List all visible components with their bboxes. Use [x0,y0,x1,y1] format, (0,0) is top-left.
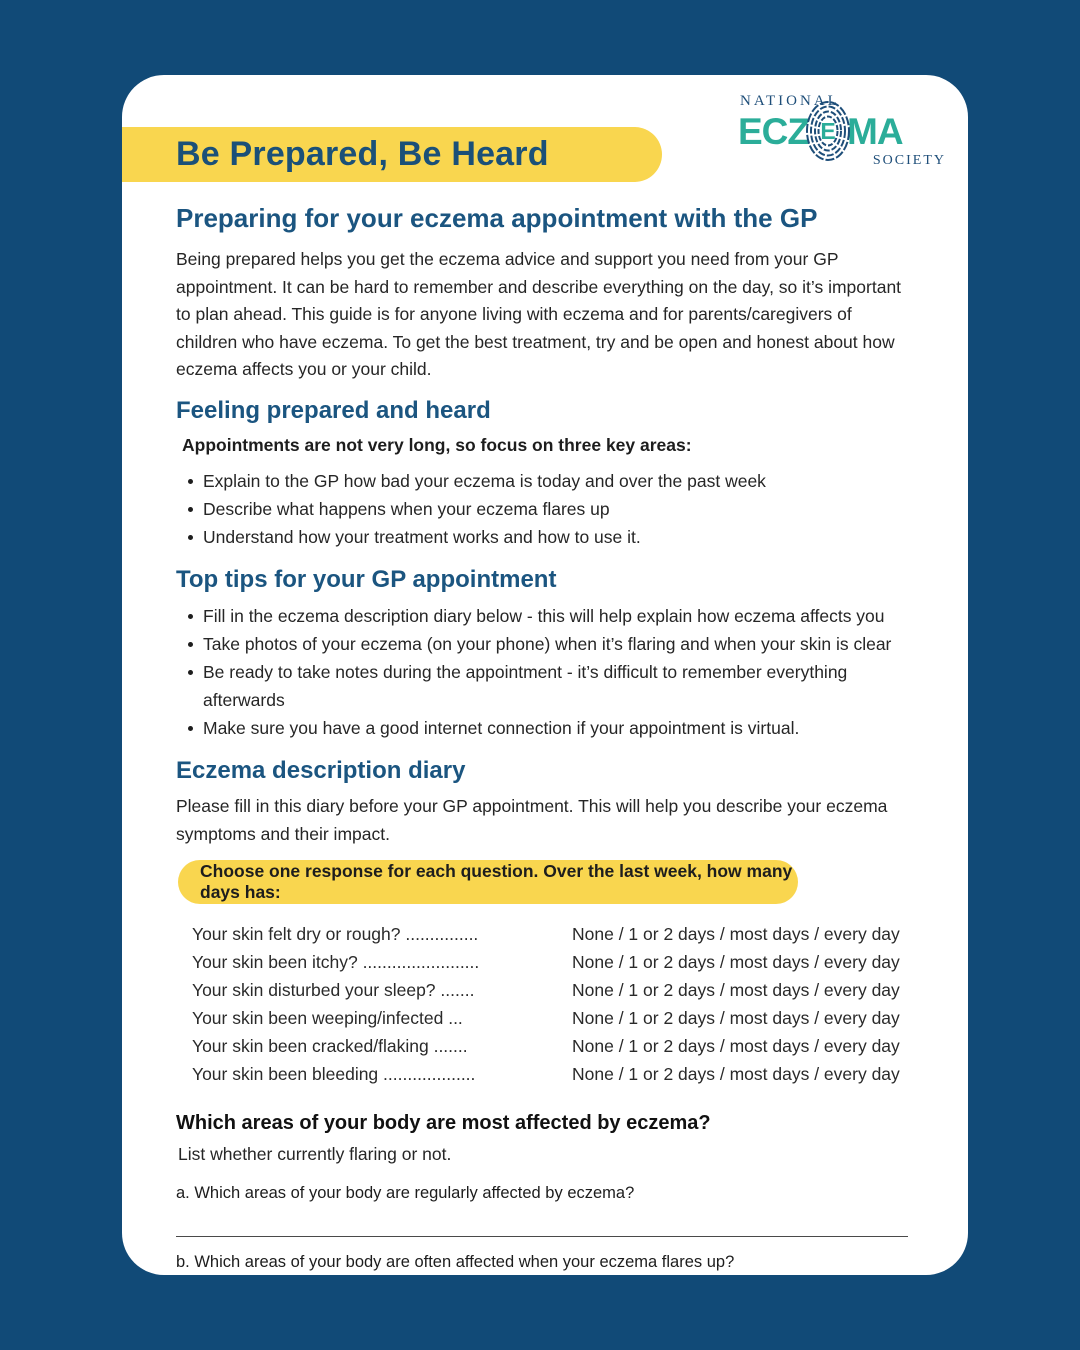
diary-row [192,976,908,1004]
logo-text-ma: MA [847,110,903,152]
diary-question: Your skin been bleeding ................... [192,1064,476,1085]
intro-paragraph: Being prepared helps you get the eczema advice and support you need from your GP appointment. It can be hard to remember and describe everything on the day, so it’s important to plan ahead. This guide is for anyone living with eczema and for parents/caregivers of children who have eczema. To get the best treatment, try and be open and honest about how eczema affects you or your child. [176,249,902,380]
section-heading-diary: Eczema description diary [176,756,466,784]
title-banner [122,127,662,182]
diary-responses: None / 1 or 2 days / most days / every day [572,924,900,945]
diary-responses: None / 1 or 2 days / most days / every day [572,952,900,973]
logo-letter-e: E [820,117,836,144]
areas-heading: Which areas of your body are most affected by eczema? [176,1112,711,1135]
diary-row [192,948,908,976]
document-content [176,203,908,1273]
diary-responses: None / 1 or 2 days / most days / every day [572,1036,900,1057]
diary-question: Your skin been itchy? ........................ [192,952,480,973]
bullet-item: Describe what happens when your eczema flares up [176,495,908,523]
areas-question-a: a. Which areas of your body are regularly affected by eczema? [176,1184,635,1203]
diary-responses: None / 1 or 2 days / most days / every day [572,980,900,1001]
diary-row [192,1032,908,1060]
logo-text-national: NATIONAL [740,93,840,109]
bullet-item: Be ready to take notes during the appointment - it’s difficult to remember everything afterwards [176,658,908,714]
top-tips-bullet-list [176,602,908,742]
diary-row [192,1004,908,1032]
diary-table [176,920,908,1088]
bullet-item: Fill in the eczema description diary below - this will help explain how eczema affects you [176,602,908,630]
feeling-lead: Appointments are not very long, so focus on three key areas: [182,434,692,455]
nes-logo [738,93,946,169]
diary-instruction-banner [178,860,798,904]
answer-line [176,1236,908,1237]
bullet-item: Understand how your treatment works and how to use it. [176,523,908,551]
section-heading-top-tips: Top tips for your GP appointment [176,565,557,593]
diary-responses: None / 1 or 2 days / most days / every day [572,1008,900,1029]
bullet-item: Explain to the GP how bad your eczema is today and over the past week [176,467,908,495]
diary-row [192,920,908,948]
diary-question: Your skin been cracked/flaking ....... [192,1036,468,1057]
areas-question-b: b. Which areas of your body are often affected when your eczema flares up? [176,1253,735,1272]
bullet-item: Make sure you have a good internet connection if your appointment is virtual. [176,714,908,742]
diary-question: Your skin disturbed your sleep? ....... [192,980,475,1001]
areas-subtext: List whether currently flaring or not. [178,1144,452,1165]
section-heading-preparing: Preparing for your eczema appointment with the GP [176,203,818,233]
diary-question: Your skin felt dry or rough? ............... [192,924,479,945]
bullet-item: Take photos of your eczema (on your phone) when it’s flaring and when your skin is clear [176,630,908,658]
diary-question: Your skin been weeping/infected ... [192,1008,463,1029]
diary-row [192,1060,908,1088]
logo-text-society: SOCIETY [872,153,946,168]
page-title: Be Prepared, Be Heard [176,135,549,173]
document-card [122,75,968,1275]
logo-text-ecz: ECZ [738,110,809,152]
diary-instruction-text: Choose one response for each question. Over the last week, how many days has: [200,861,793,903]
diary-responses: None / 1 or 2 days / most days / every day [572,1064,900,1085]
section-heading-feeling: Feeling prepared and heard [176,396,491,424]
diary-paragraph: Please fill in this diary before your GP appointment. This will help you describe your eczema symptoms and their impact. [176,795,888,844]
feeling-bullet-list [176,467,908,551]
